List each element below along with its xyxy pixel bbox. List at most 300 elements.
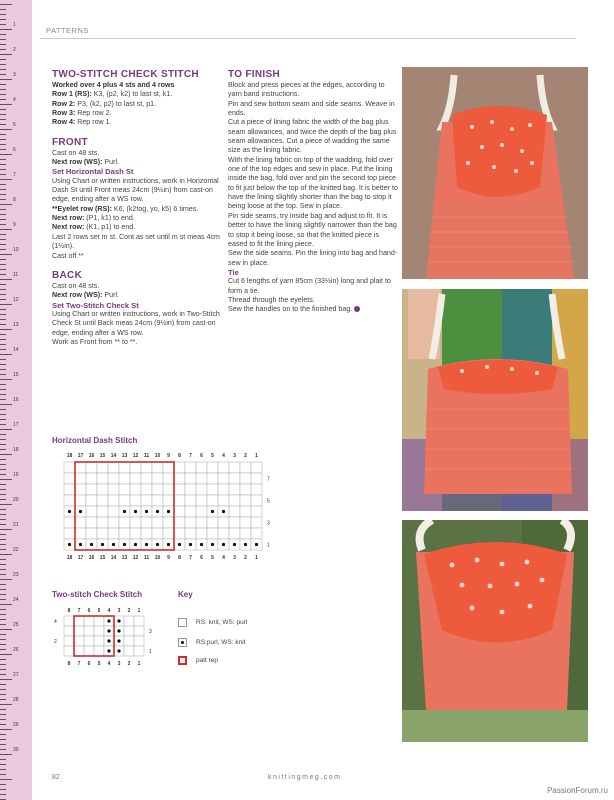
ruler-label: 30 [13, 747, 19, 753]
dash-cell [185, 495, 196, 506]
dash-cell [185, 462, 196, 473]
ruler-label: 17 [13, 422, 19, 428]
dash-cell [185, 528, 196, 539]
dash-cell [174, 484, 185, 495]
check-cell [64, 616, 74, 626]
ruler-tick [0, 39, 6, 40]
end-mark-icon [354, 306, 360, 312]
dash-col-label-top: 9 [167, 453, 170, 459]
purl-dot [117, 619, 120, 622]
purl-dot [134, 543, 137, 546]
dash-cell [152, 462, 163, 473]
ruler-tick [0, 144, 6, 145]
bag-photo-3 [402, 520, 588, 742]
ruler-tick [0, 444, 6, 445]
ruler-tick [0, 599, 6, 600]
purl-dot [112, 543, 115, 546]
ruler-tick [0, 339, 6, 340]
ruler-tick [0, 334, 6, 335]
ruler-tick [0, 19, 6, 20]
finish-heading: TO FINISH [228, 69, 280, 80]
dash-cell [152, 473, 163, 484]
dash-cell [229, 462, 240, 473]
purl-dot [68, 510, 71, 513]
ruler-tick [0, 439, 6, 440]
key-item-purl: RS:purl, WS: knit [178, 638, 245, 647]
ruler-tick [0, 709, 6, 710]
dash-cell [75, 528, 86, 539]
back-subheading: Set Two-Stitch Check St [52, 300, 139, 310]
ruler-tick [0, 184, 6, 185]
check-row-label-right: 3 [149, 629, 152, 635]
purl-dot [189, 543, 192, 546]
ruler-tick [0, 699, 6, 700]
dash-cell [86, 495, 97, 506]
ruler-tick [0, 589, 6, 590]
check-cell [84, 616, 94, 626]
back-instructions: Using Chart or written instructions, work in Two-Stitch Check St until Back meas 24cm (9½in) from cast-on edge, ending after a WS row. [52, 309, 220, 337]
ruler-tick [0, 754, 12, 755]
dash-col-label-bottom: 3 [233, 555, 236, 560]
dash-cell [174, 495, 185, 506]
dash-cell [229, 495, 240, 506]
ruler-label: 23 [13, 572, 19, 578]
check-cell [84, 626, 94, 636]
ruler-tick [0, 614, 6, 615]
check-col-label-top: 2 [127, 608, 131, 614]
repeat-box-icon [178, 656, 187, 665]
ruler-tick [0, 489, 6, 490]
ruler-label: 15 [13, 372, 19, 378]
finish-lining-sew: With the lining fabric on top of the wadding, fold over one of the top edges and sew in place. Put the lining inside the bag, fold over and pin the second top piece to fit just below the top of the knitted bag. It is better to have the lining slightly shorter than the bag to stop it being loose at the top. Sew in place. [228, 155, 398, 211]
ruler-label: 4 [13, 97, 16, 103]
ruler-label: 18 [13, 447, 19, 453]
dash-col-label-bottom: 11 [143, 555, 150, 560]
ruler-tick [0, 449, 6, 450]
ruler-tick [0, 29, 12, 30]
purl-dot [178, 543, 181, 546]
ruler-tick [0, 154, 12, 155]
ruler-tick [0, 224, 6, 225]
dash-cell [163, 462, 174, 473]
check-cell [94, 646, 104, 656]
dash-cell [196, 506, 207, 517]
purl-dot [255, 543, 258, 546]
ruler-tick [0, 779, 12, 780]
dash-cell [119, 517, 130, 528]
dash-cell [130, 462, 141, 473]
ruler-label: 13 [13, 322, 19, 328]
dash-cell [174, 517, 185, 528]
dash-col-label-bottom: 15 [99, 555, 106, 560]
ruler-label: 28 [13, 697, 19, 703]
ruler-tick [0, 649, 6, 650]
dash-cell [130, 484, 141, 495]
finish-lining-cut: Cut a piece of lining fabric the width of the bag plus seam allowances, and twice the depth of the bag plus seam allowances. Cut a piece of wadding the same size as the lining fabric. [228, 118, 397, 155]
dash-cell [251, 473, 262, 484]
ruler-tick [0, 64, 6, 65]
dash-row-label: 5 [267, 498, 270, 505]
ruler-label: 3 [13, 72, 16, 78]
dash-cell [119, 528, 130, 539]
ruler-tick [0, 464, 6, 465]
dash-cell [119, 473, 130, 484]
dash-cell [240, 473, 251, 484]
dash-cell [130, 517, 141, 528]
check-cell [74, 626, 84, 636]
check-col-label-top: 4 [107, 608, 111, 614]
ruler-tick [0, 34, 6, 35]
dash-col-label-top: 7 [189, 453, 192, 459]
ruler-tick [0, 674, 6, 675]
eyelet-row: **Eyelet row (RS): K6, (k2tog, yo, k5) 6 times. [52, 204, 199, 213]
check-stitch-heading: TWO-STITCH CHECK STITCH [52, 69, 199, 80]
dash-cell [75, 517, 86, 528]
check-row-label-left: 4 [54, 619, 57, 625]
dash-cell [86, 517, 97, 528]
dash-cell [240, 528, 251, 539]
ruler-tick [0, 729, 12, 730]
ruler-tick [0, 569, 6, 570]
ruler-tick [0, 264, 6, 265]
ruler-tick [0, 469, 6, 470]
ruler-tick [0, 494, 6, 495]
dash-cell [108, 484, 119, 495]
ruler-tick [0, 124, 6, 125]
purl-dot [117, 639, 120, 642]
dash-cell [130, 473, 141, 484]
front-instructions: Using Chart or written instructions, work in Horizontal Dash St until Front meas 24cm (9½in) from cast-on edge, ending after a WS row. [52, 176, 219, 204]
purl-dot [145, 543, 148, 546]
ruler-tick [0, 639, 6, 640]
check-cell [94, 616, 104, 626]
pattern-column-right [228, 68, 398, 315]
ruler-tick [0, 239, 6, 240]
ruler-tick [0, 229, 12, 230]
dash-cell [196, 517, 207, 528]
ruler-tick [0, 689, 6, 690]
dash-cell [163, 484, 174, 495]
dash-cell [141, 473, 152, 484]
tie-cut: Cut 6 lengths of yarn 85cm (33½in) long and plait to form a tie. [228, 277, 391, 295]
ruler-tick [0, 704, 12, 705]
dash-col-label-bottom: 7 [189, 555, 192, 560]
ruler-label: 9 [13, 222, 16, 228]
dash-col-label-top: 11 [143, 453, 150, 459]
dash-cell [251, 506, 262, 517]
front-moss-stitch: Last 2 rows set m st. Cont as set until m st meas 4cm (1½in). [52, 232, 220, 251]
tie-handles: Sew the handles on to the finished bag. [228, 305, 398, 314]
dash-cell [97, 473, 108, 484]
ruler-tick [0, 474, 6, 475]
check-col-label-top: 8 [67, 608, 71, 614]
ruler-tick [0, 544, 6, 545]
row-4: Row 4: Rep row 1. [52, 118, 112, 127]
dash-cell [207, 473, 218, 484]
dash-cell [240, 506, 251, 517]
ruler-tick [0, 284, 6, 285]
dash-col-label-top: 3 [233, 453, 236, 459]
check-col-label-top: 5 [97, 608, 101, 614]
purl-dot [244, 543, 247, 546]
check-cell [124, 646, 134, 656]
ruler-tick [0, 574, 6, 575]
ruler-tick [0, 244, 6, 245]
dash-cell [229, 528, 240, 539]
dash-row-label: 1 [267, 542, 270, 549]
dash-col-label-top: 15 [99, 453, 106, 459]
front-subheading: Set Horizontal Dash St [52, 167, 134, 177]
row-2: Row 2: P3, (k2, p2) to last st, p1. [52, 99, 157, 108]
dash-col-label-bottom: 12 [132, 555, 139, 560]
dash-cell [196, 484, 207, 495]
front-next-row: Next row (WS): Purl. [52, 158, 120, 167]
dash-cell [108, 462, 119, 473]
check-cell [134, 616, 144, 626]
check-row-label-right: 1 [149, 649, 152, 655]
ruler-tick [0, 44, 6, 45]
check-cell [74, 646, 84, 656]
ruler-label: 6 [13, 147, 16, 153]
ruler-tick [0, 564, 6, 565]
ruler-tick [0, 354, 12, 355]
ruler-tick [0, 429, 12, 430]
ruler-tick [0, 774, 6, 775]
ruler-tick [0, 114, 6, 115]
ruler-tick [0, 559, 6, 560]
purl-dot [200, 543, 203, 546]
dash-cell [174, 506, 185, 517]
dash-col-label-bottom: 18 [66, 555, 73, 560]
dash-col-label-bottom: 8 [178, 555, 181, 560]
purl-dot [79, 543, 82, 546]
back-next-row: Next row (WS): Purl. [52, 291, 120, 300]
dash-stitch-chart [50, 448, 280, 560]
dash-cell [218, 517, 229, 528]
ruler-tick [0, 454, 12, 455]
ruler-tick [0, 519, 6, 520]
ruler-tick [0, 89, 6, 90]
ruler-tick [0, 609, 6, 610]
dash-cell [86, 473, 97, 484]
ruler-tick [0, 644, 6, 645]
dash-cell [196, 462, 207, 473]
dash-col-label-top: 8 [178, 453, 181, 459]
dash-cell [86, 506, 97, 517]
ruler-tick [0, 584, 6, 585]
ruler-tick [0, 664, 6, 665]
dash-cell [185, 484, 196, 495]
dash-cell [163, 473, 174, 484]
ruler-tick [0, 759, 6, 760]
dash-col-label-top: 13 [121, 453, 128, 459]
ruler-label: 11 [13, 272, 19, 278]
dash-col-label-bottom: 10 [154, 555, 161, 560]
dash-cell [64, 484, 75, 495]
dash-cell [108, 528, 119, 539]
purl-dot [211, 510, 214, 513]
ruler-tick [0, 404, 12, 405]
ruler-tick [0, 134, 6, 135]
ruler-tick [0, 194, 6, 195]
dash-cell [185, 473, 196, 484]
dash-col-label-top: 4 [222, 453, 225, 459]
ruler-tick [0, 409, 6, 410]
ruler-tick [0, 84, 6, 85]
dash-cell [86, 484, 97, 495]
finish-seams: Pin and sew bottom seam and side seams. Weave in ends. [228, 99, 395, 118]
ruler-tick [0, 524, 6, 525]
purl-dot [233, 543, 236, 546]
check-cell [64, 626, 74, 636]
ruler-tick [0, 684, 6, 685]
dash-cell [64, 528, 75, 539]
check-cell [74, 616, 84, 626]
knit-symbol-icon [178, 618, 187, 627]
purl-dot [79, 510, 82, 513]
dash-col-label-bottom: 5 [211, 555, 214, 560]
ruler-label: 27 [13, 672, 19, 678]
dash-col-label-bottom: 16 [88, 555, 95, 560]
section-tag: PATTERNS [46, 26, 89, 35]
pattern-column-left [52, 68, 224, 347]
check-stitch-chart [50, 604, 170, 682]
dash-cell [251, 484, 262, 495]
dash-cell [75, 462, 86, 473]
dash-cell [141, 462, 152, 473]
purl-dot [222, 510, 225, 513]
ruler-tick [0, 484, 6, 485]
finish-side-seams: Pin side seams, try inside bag and adjust to fit. It is better to have the lining slightly narrower than the bag to stop it being loose, so that the knitted piece is eased to fit the lining piece. [228, 211, 397, 248]
ruler-tick [0, 529, 12, 530]
dash-cell [119, 484, 130, 495]
ruler-tick [0, 99, 6, 100]
ruler-tick [0, 9, 6, 10]
dash-cell [196, 473, 207, 484]
ruler-tick [0, 384, 6, 385]
ruler-label: 16 [13, 397, 19, 403]
check-row-label-left: 2 [54, 639, 57, 645]
ruler-tick [0, 49, 6, 50]
ruler-label: 21 [13, 522, 19, 528]
ruler-tick [0, 289, 6, 290]
dash-col-label-bottom: 4 [222, 555, 225, 560]
ruler-label: 20 [13, 497, 19, 503]
ruler-label: 7 [13, 172, 16, 178]
ruler-tick [0, 369, 6, 370]
key-title: Key [178, 590, 193, 599]
finish-hand-sew: Sew the side seams. Pin the lining into bag and hand-sew in place. [228, 249, 398, 267]
purl-dot [117, 629, 120, 632]
check-col-label-bottom: 3 [117, 661, 121, 667]
purl-dot [156, 543, 159, 546]
dash-cell [64, 473, 75, 484]
ruler-label: 24 [13, 597, 19, 603]
dash-cell [119, 495, 130, 506]
check-cell [64, 646, 74, 656]
ruler-tick [0, 109, 6, 110]
purl-dot [68, 543, 71, 546]
dash-col-label-bottom: 6 [200, 555, 203, 560]
dash-cell [108, 506, 119, 517]
ruler-tick [0, 789, 6, 790]
ruler-tick [0, 349, 6, 350]
dash-cell [207, 517, 218, 528]
ruler-tick [0, 594, 6, 595]
purl-dot [107, 629, 110, 632]
dash-cell [229, 517, 240, 528]
ruler-tick [0, 654, 12, 655]
ruler-tick [0, 249, 6, 250]
dash-cell [97, 462, 108, 473]
check-col-label-bottom: 2 [127, 661, 131, 667]
dash-cell [240, 517, 251, 528]
dash-col-label-top: 6 [200, 453, 203, 459]
dash-chart-title: Horizontal Dash Stitch [52, 436, 138, 445]
ruler-tick [0, 514, 6, 515]
ruler-tick [0, 214, 6, 215]
ruler-tick [0, 629, 12, 630]
bag-photo-1 [402, 67, 588, 279]
key-item-knit: RS: knit, WS: purl [178, 618, 247, 627]
ruler-tick [0, 669, 6, 670]
ruler-tick [0, 139, 6, 140]
ruler-tick [0, 374, 6, 375]
ruler-tick [0, 219, 6, 220]
back-work-as-front: Work as Front from ** to **. [52, 337, 138, 346]
watermark: PassionForum.ru [547, 786, 608, 795]
ruler-tick [0, 54, 12, 55]
ruler-tick [0, 254, 12, 255]
ruler-tick [0, 509, 6, 510]
check-col-label-bottom: 5 [97, 661, 101, 667]
dash-cell [108, 473, 119, 484]
dash-cell [64, 517, 75, 528]
purl-dot [222, 543, 225, 546]
dash-col-label-top: 14 [110, 453, 117, 459]
dash-col-label-top: 1 [255, 453, 258, 459]
dash-cell [207, 484, 218, 495]
dash-col-label-bottom: 2 [244, 555, 247, 560]
check-cell [94, 626, 104, 636]
check-col-label-top: 3 [117, 608, 121, 614]
dash-cell [141, 517, 152, 528]
ruler-tick [0, 549, 6, 550]
ruler-tick [0, 414, 6, 415]
ruler-tick [0, 679, 12, 680]
dash-col-label-bottom: 9 [167, 555, 170, 560]
next-row-1: Next row: (P1, k1) to end. [52, 214, 135, 223]
page-number: 82 [52, 774, 60, 781]
purl-dot [90, 543, 93, 546]
dash-col-label-bottom: 13 [121, 555, 128, 560]
dash-cell [185, 506, 196, 517]
check-cell [94, 636, 104, 646]
dash-cell [207, 462, 218, 473]
purl-dot [123, 510, 126, 513]
ruler-tick [0, 234, 6, 235]
ruler-tick [0, 14, 6, 15]
check-col-label-top: 7 [77, 608, 81, 614]
dash-cell [251, 528, 262, 539]
dash-cell [251, 495, 262, 506]
ruler-tick [0, 269, 6, 270]
ruler-tick [0, 749, 6, 750]
ruler-tick [0, 539, 6, 540]
ruler-tick [0, 744, 6, 745]
dash-row-label: 3 [267, 520, 270, 527]
dash-cell [207, 528, 218, 539]
